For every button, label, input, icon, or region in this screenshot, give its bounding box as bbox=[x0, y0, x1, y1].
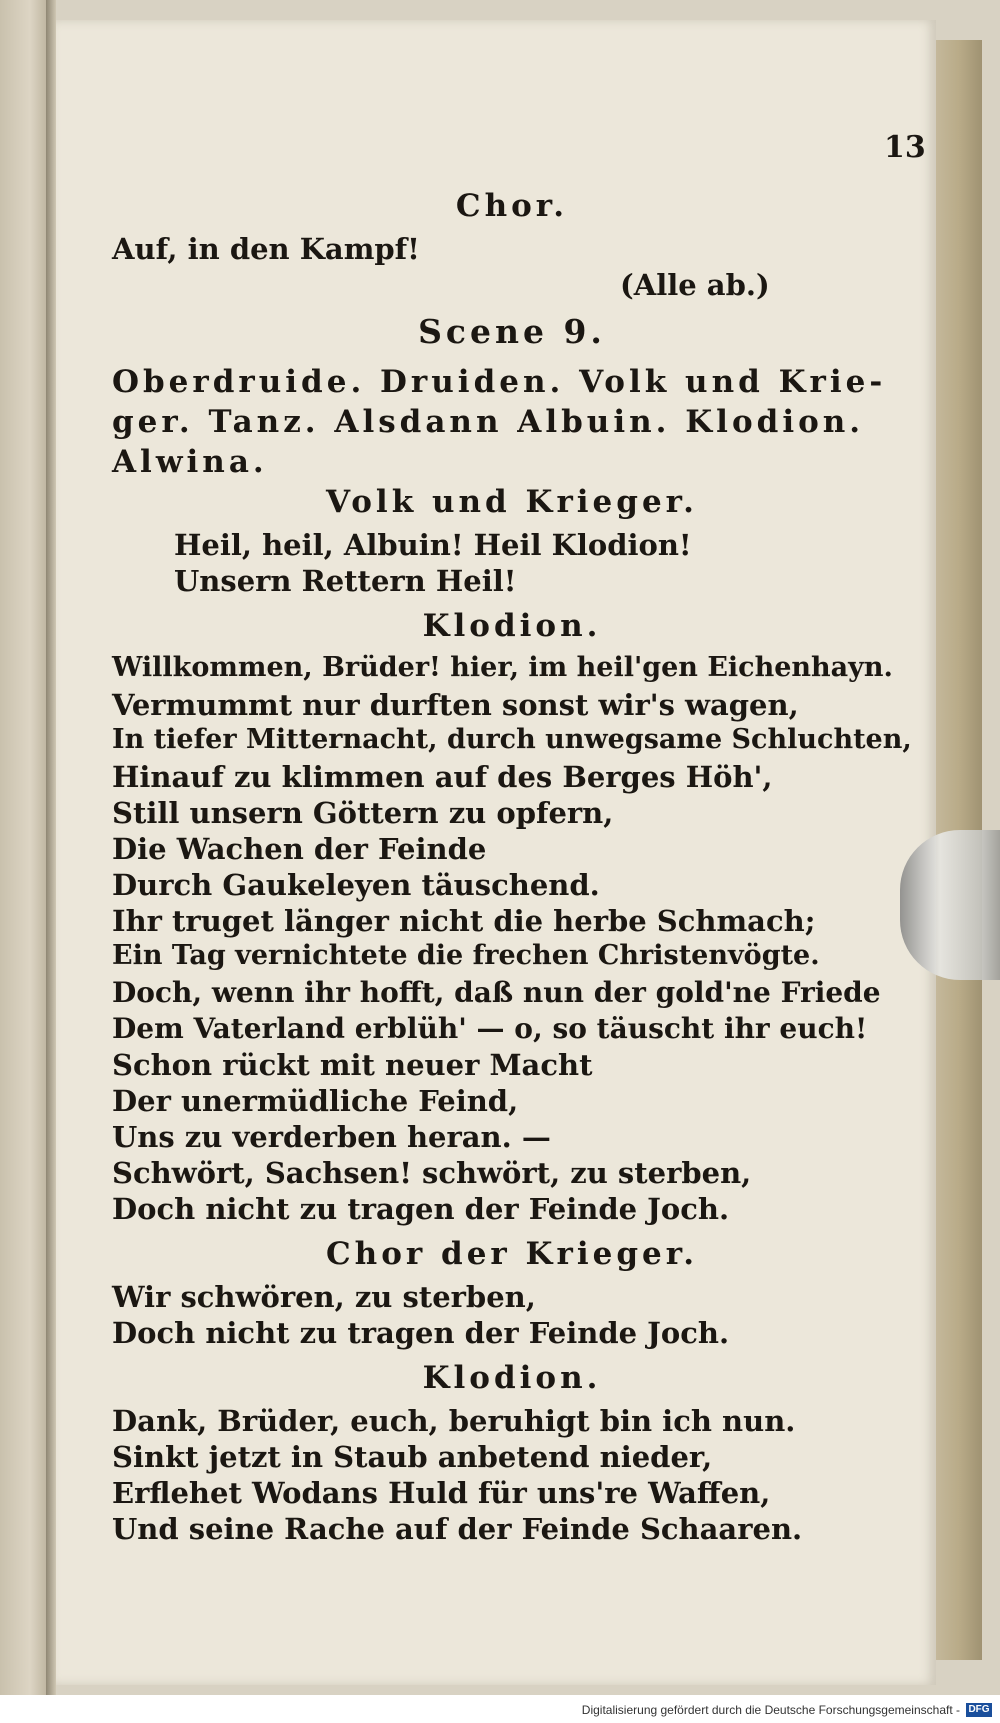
text-line: Schwört, Sachsen! schwört, zu sterben, bbox=[112, 1156, 752, 1190]
page-clip bbox=[900, 830, 1000, 980]
text-line: Willkommen, Brüder! hier, im heil'gen Eichenhayn. bbox=[112, 652, 893, 683]
speaker-heading-klodion: Klodion. bbox=[422, 1360, 602, 1396]
text-line: Doch nicht zu tragen der Feinde Joch. bbox=[112, 1192, 730, 1226]
speaker-heading-chor-krieger: Chor der Krieger. bbox=[326, 1236, 698, 1272]
text-line: Heil, heil, Albuin! Heil Klodion! bbox=[174, 528, 692, 562]
cast-line: Alwina. bbox=[112, 444, 268, 480]
text-line: Vermummt nur durften sonst wir's wagen, bbox=[112, 688, 799, 722]
facing-page-edge bbox=[0, 0, 50, 1723]
text-line: In tiefer Mitternacht, durch unwegsame Schluchten, bbox=[112, 724, 912, 755]
text-line: Dem Vaterland erblüh' — o, so täuscht ihr euch! bbox=[112, 1012, 868, 1045]
text-line: Doch, wenn ihr hofft, daß nun der gold'ne Friede bbox=[112, 976, 881, 1009]
speaker-heading-volk: Volk und Krieger. bbox=[326, 484, 698, 520]
speaker-heading-chor: Chor. bbox=[455, 188, 569, 224]
dfg-logo: DFG bbox=[966, 1703, 992, 1717]
book-gutter bbox=[46, 0, 56, 1723]
text-line: Uns zu verderben heran. — bbox=[112, 1120, 551, 1154]
text-line: Und seine Rache auf der Feinde Schaaren. bbox=[112, 1512, 803, 1546]
text-line: Hinauf zu klimmen auf des Berges Höh', bbox=[112, 760, 773, 794]
text-line: Wir schwören, zu sterben, bbox=[112, 1280, 536, 1314]
scene-heading: Scene 9. bbox=[418, 312, 606, 351]
text-line: Sinkt jetzt in Staub anbetend nieder, bbox=[112, 1440, 713, 1474]
text-line: Schon rückt mit neuer Macht bbox=[112, 1048, 593, 1082]
footer-credit: Digitalisierung gefördert durch die Deutsche Forschungsgemeinschaft - bbox=[581, 1703, 960, 1717]
text-line: Auf, in den Kampf! bbox=[112, 232, 420, 266]
text-line: Der unermüdliche Feind, bbox=[112, 1084, 519, 1118]
text-line: Still unsern Göttern zu opfern, bbox=[112, 796, 614, 830]
text-line: Doch nicht zu tragen der Feinde Joch. bbox=[112, 1316, 730, 1350]
text-line: Die Wachen der Feinde bbox=[112, 832, 487, 866]
cast-line: ger. Tanz. Alsdann Albuin. Klodion. bbox=[112, 404, 865, 440]
text-line: Erflehet Wodans Huld für uns're Waffen, bbox=[112, 1476, 771, 1510]
text-line: Ihr truget länger nicht die herbe Schmach; bbox=[112, 904, 816, 938]
cast-line: Oberdruide. Druiden. Volk und Krie- bbox=[112, 364, 887, 400]
stage-direction: (Alle ab.) bbox=[620, 268, 770, 302]
speaker-heading-klodion: Klodion. bbox=[422, 608, 602, 644]
text-line: Unsern Rettern Heil! bbox=[174, 564, 517, 598]
text-line: Ein Tag vernichtete die frechen Christenvögte. bbox=[112, 940, 820, 971]
text-line: Dank, Brüder, euch, beruhigt bin ich nun. bbox=[112, 1404, 796, 1438]
text-line: Durch Gaukeleyen täuschend. bbox=[112, 868, 600, 902]
page-number: 13 bbox=[884, 130, 926, 165]
